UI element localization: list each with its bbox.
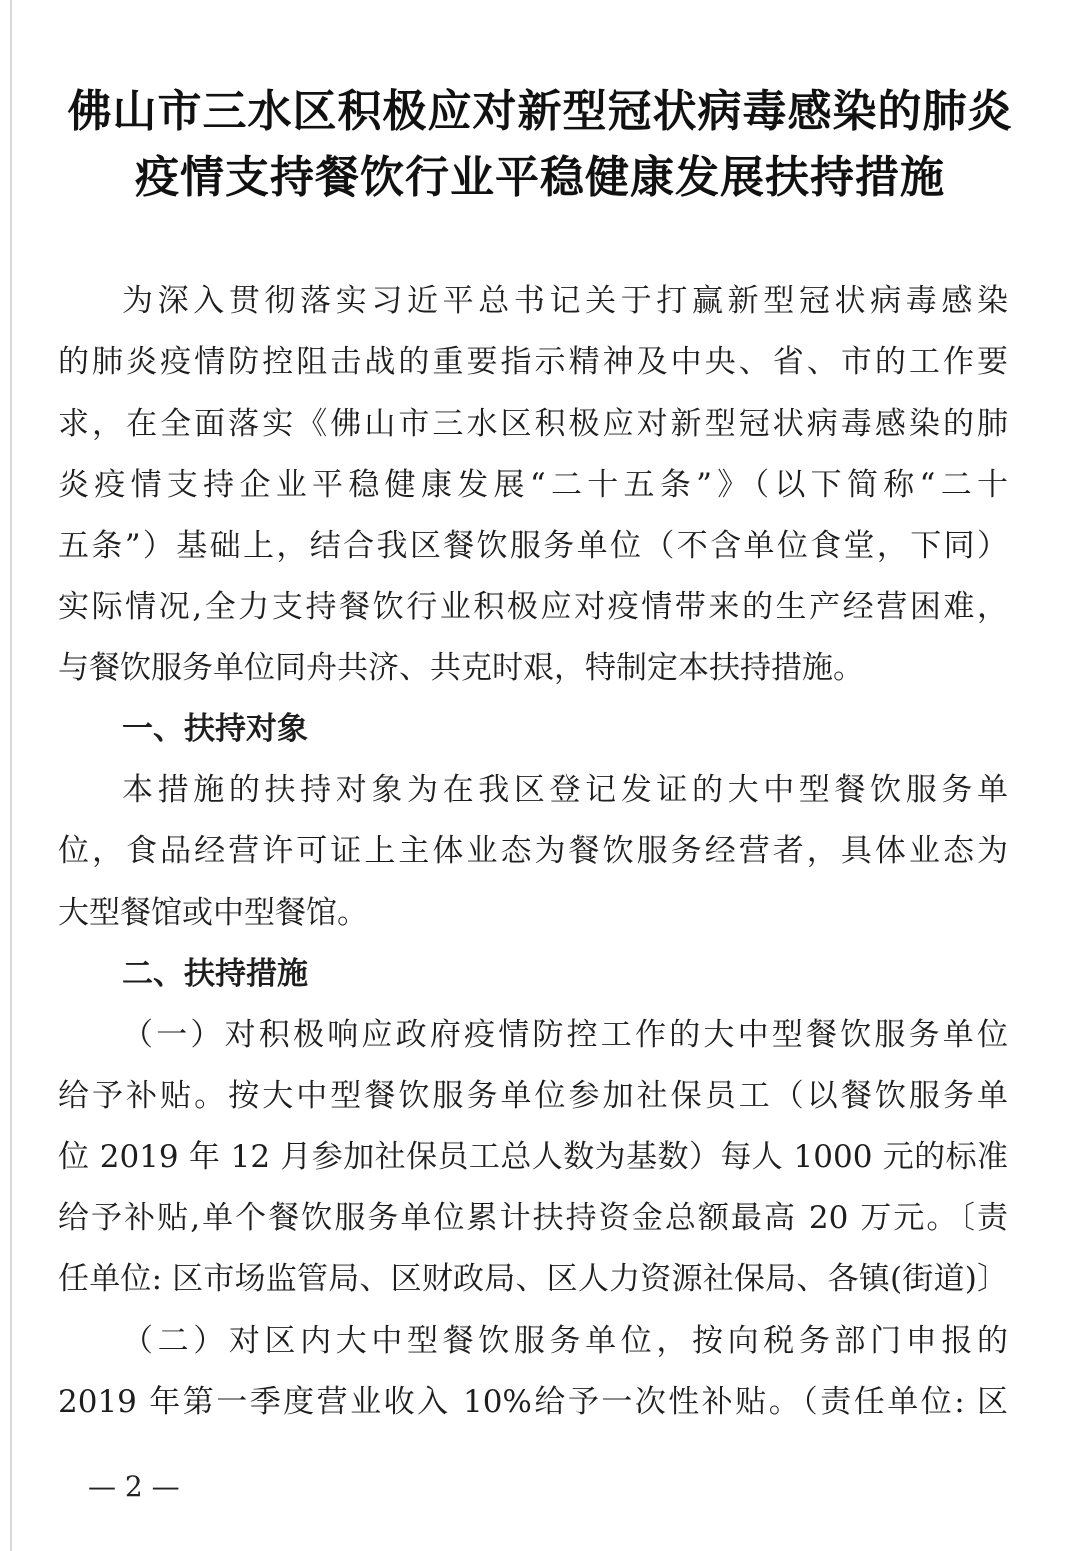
body-line: 位，食品经营许可证上主体业态为餐饮服务经营者，具体业态为 [58, 833, 1008, 869]
section-heading-1: 一、扶持对象 [122, 711, 308, 747]
body-line: 2019 年第一季度营业收入 10%给予一次性补贴。（责任单位: 区 [58, 1384, 1008, 1420]
body-line: 五条”）基础上，结合我区餐饮服务单位（不含单位食堂，下同） [58, 528, 1008, 564]
body-line: （一）对积极响应政府疫情防控工作的大中型餐饮服务单位 [122, 1017, 1008, 1053]
document-title-line-1: 佛山市三水区积极应对新型冠状病毒感染的肺炎 [67, 86, 1013, 137]
page-edge-line [10, 0, 12, 1551]
body-line: 给予补贴。按大中型餐饮服务单位参加社保员工（以餐饮服务单 [58, 1078, 1008, 1114]
body-line: 本措施的扶持对象为在我区登记发证的大中型餐饮服务单 [122, 772, 1008, 808]
body-line: 为深入贯彻落实习近平总书记关于打赢新型冠状病毒感染 [122, 283, 1008, 319]
body-line: （二）对区内大中型餐饮服务单位，按向税务部门申报的 [122, 1323, 1008, 1359]
body-line: 大型餐馆或中型餐馆。 [58, 895, 368, 931]
body-line: 炎疫情支持企业平稳健康发展“二十五条”》（以下简称“二十 [58, 467, 1008, 503]
body-line: 实际情况,全力支持餐饮行业积极应对疫情带来的生产经营困难， [58, 589, 1008, 625]
body-line: 与餐饮服务单位同舟共济、共克时艰，特制定本扶持措施。 [58, 650, 864, 686]
document-title-line-2: 疫情支持餐饮行业平稳健康发展扶持措施 [135, 152, 945, 203]
body-line: 给予补贴,单个餐饮服务单位累计扶持资金总额最高 20 万元。〔责 [58, 1200, 1008, 1236]
body-line: 求，在全面落实《佛山市三水区积极应对新型冠状病毒感染的肺 [58, 406, 1008, 442]
page-number: — 2 — [88, 1470, 180, 1503]
body-line: 的肺炎疫情防控阻击战的重要指示精神及中央、省、市的工作要 [58, 344, 1008, 380]
body-line: 位 2019 年 12 月参加社保员工总人数为基数）每人 1000 元的标准 [58, 1139, 1008, 1175]
body-line: 任单位: 区市场监管局、区财政局、区人力资源社保局、各镇(街道)〕 [58, 1261, 1008, 1297]
section-heading-2: 二、扶持措施 [122, 956, 308, 992]
